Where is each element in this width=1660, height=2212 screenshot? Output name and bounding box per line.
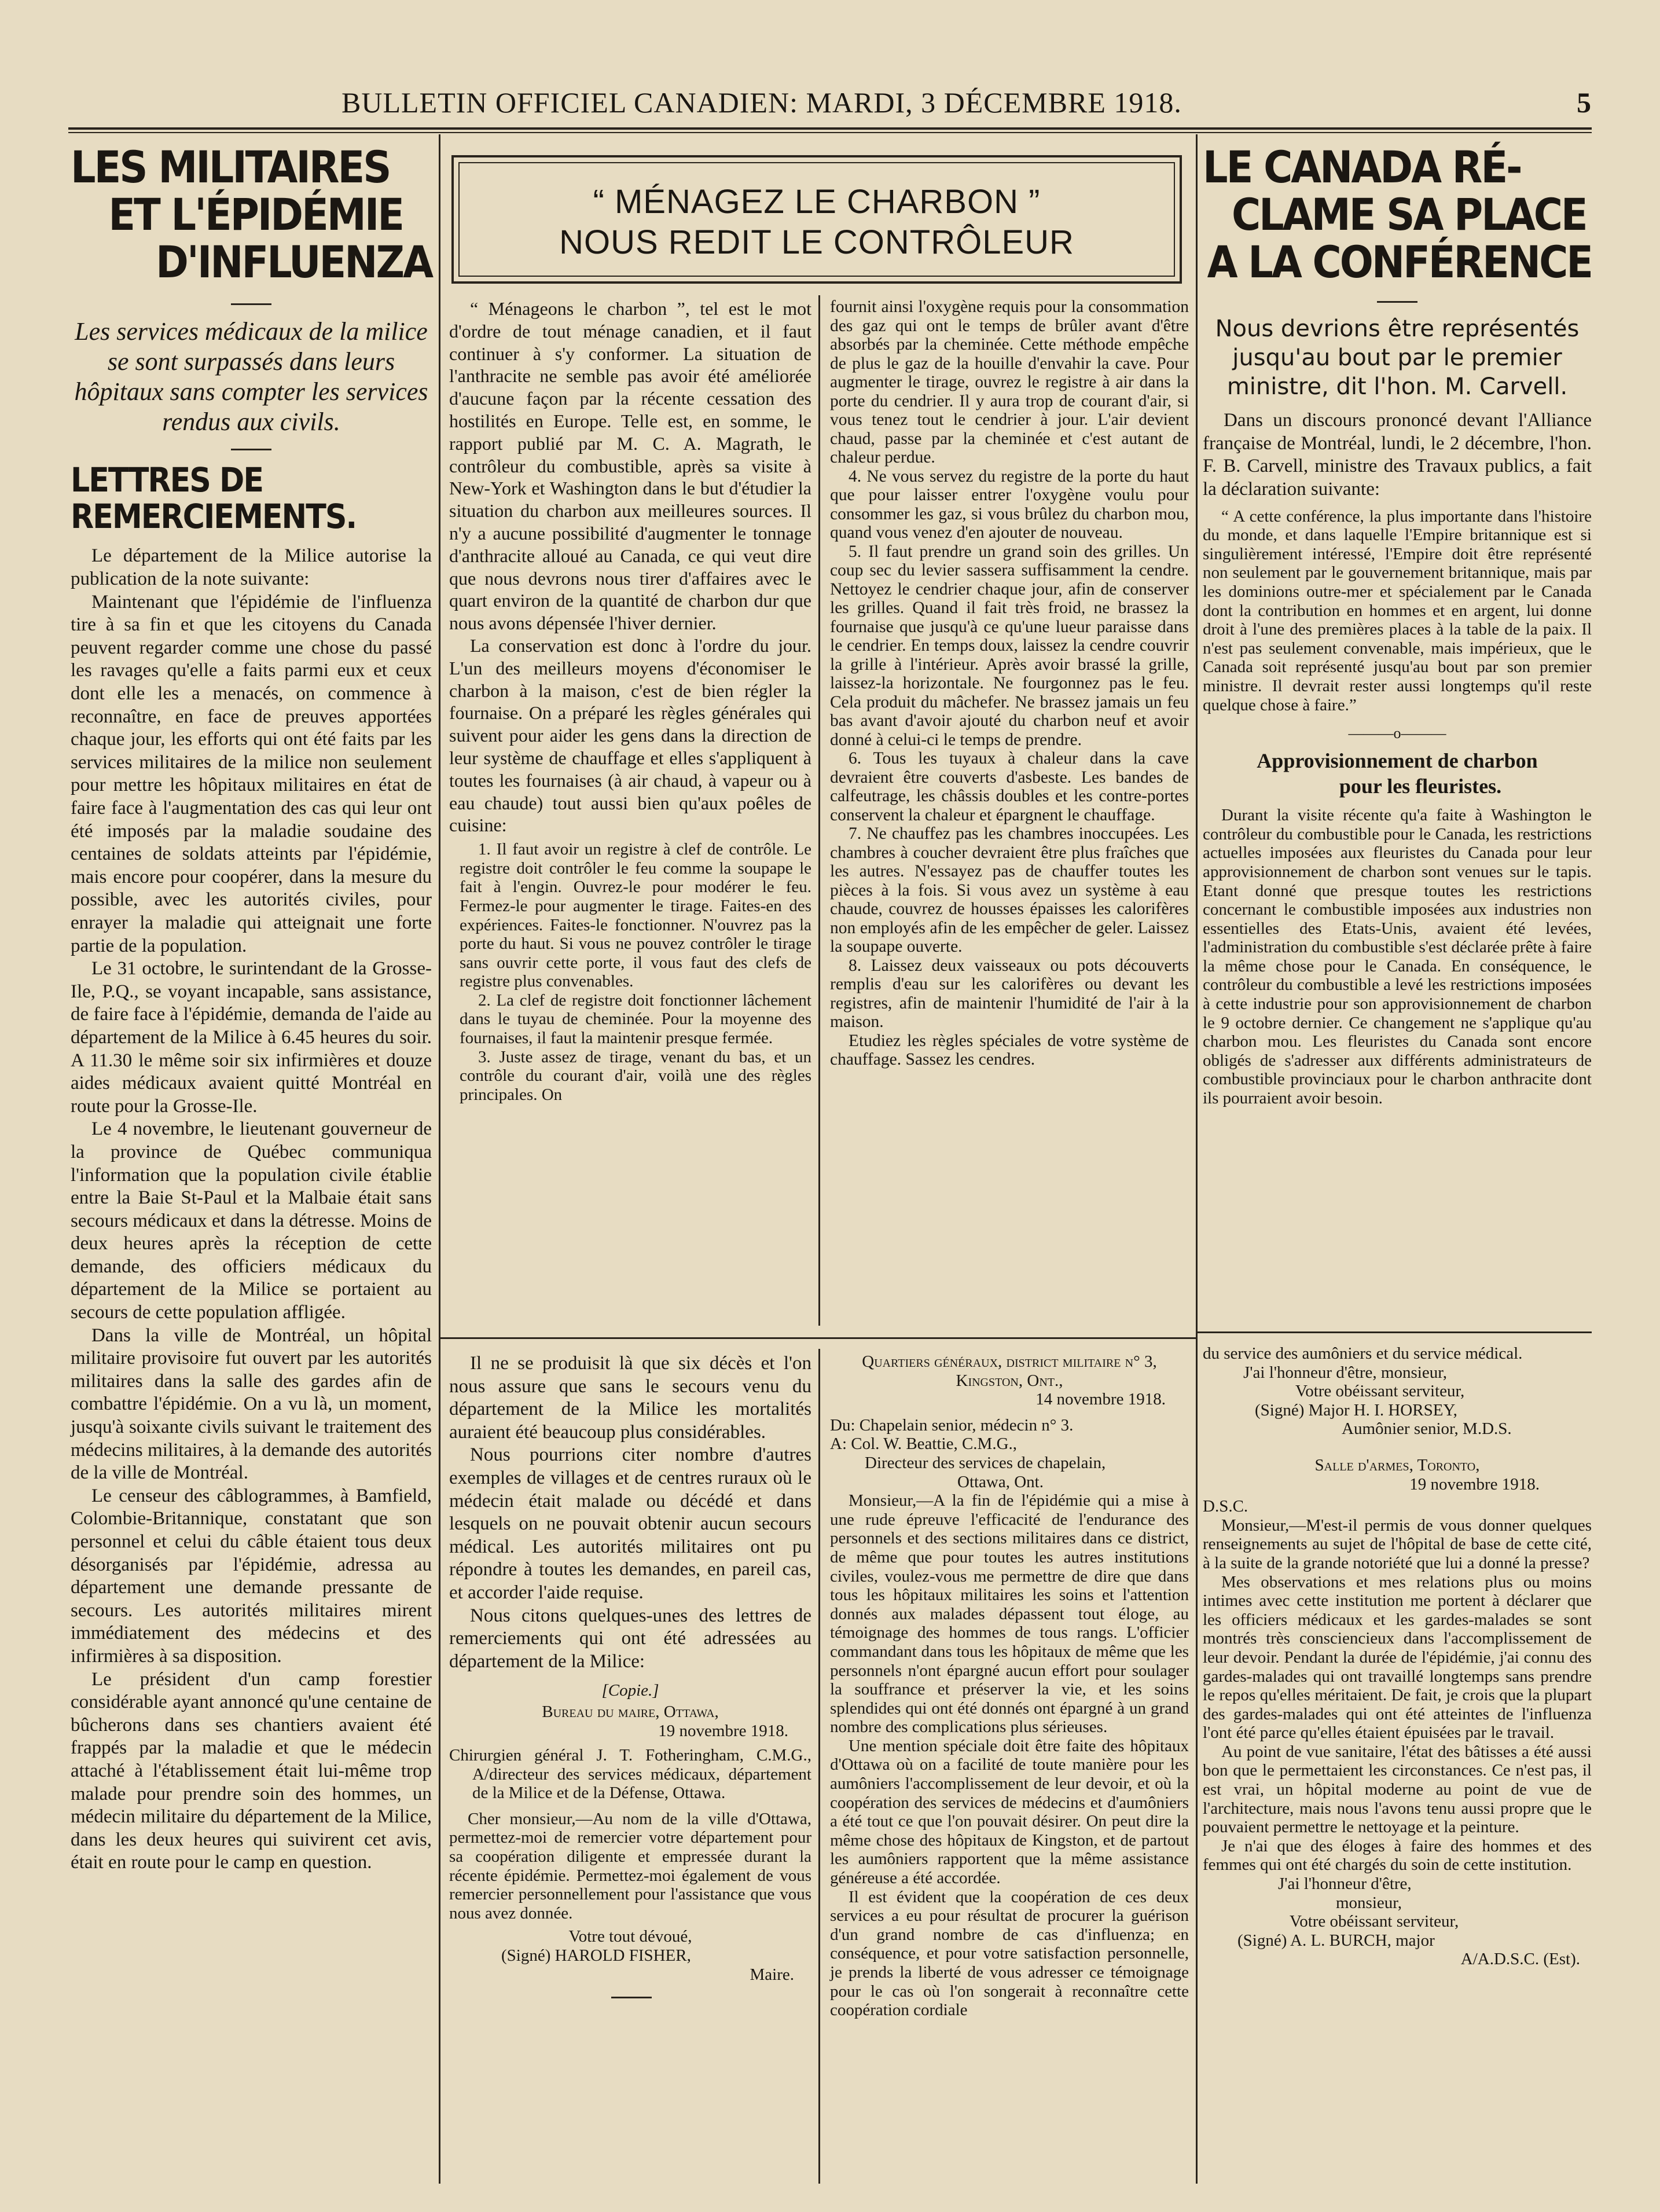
paragraph: Nous pourrions citer nombre d'autres exemples de villages et de centres ruraux où le médecin était malade ou décédé et dans lesquels on ne pouvait obtenir aucun secours médical. Les autorités militaires ont pu répondre à toutes les demandes, en pareil cas, et accorder l'aide requise.	[449, 1444, 811, 1603]
signature: (Signé) Major H. I. HORSEY,	[1255, 1400, 1457, 1419]
column-rule	[1196, 134, 1198, 2184]
rule-item: 6. Tous les tuyaux à chaleur dans la cave devraient être couverts d'asbeste. Les bandes de calfeutrage, les châssis doubles et les contre-portes conservent la chaleur et épargnent le chauffage.	[830, 749, 1189, 824]
paragraph: Monsieur,—M'est-il permis de vous donner quelques renseignements au sujet de l'hôpital de base de cette cité, à la suite de la grande notoriété que lui a donné la presse?	[1203, 1516, 1592, 1572]
letter-closing: Votre tout dévoué,	[568, 1927, 692, 1946]
signature-title: Aumônier senior, M.D.S.	[1342, 1419, 1512, 1439]
headline	[1203, 141, 1592, 288]
rules-list	[449, 840, 811, 1104]
top-rule	[68, 127, 1592, 130]
quote-text: “ A cette conférence, la plus importante dans l'histoire du monde, et dans laquelle l'Empire britannique est si singulièrement intéressé, l'Empire doit être représenté non seulement par le gouvernement britannique, mais par les dominions outre-mer et spécialement par le Canada dont la contribution en hommes et en argent, lui donne droit à l'une des premières places à la table de la paix. Il n'est pas seulement convenable, mais impérieux, que le Canada soit représenté jusqu'au bout par son premier ministre. Il devrait rester aussi longtemps qu'il reste quelque chose à faire.”	[1203, 507, 1592, 714]
paragraph: Le 4 novembre, le lieutenant gouverneur de la province de Québec communiqua l'information que la population civile établie entre la Baie St-Paul et la Malbaie était sans secours médicaux et dans la détresse. Moins de deux heures après la réception de cette demande, des officiers médicaux du département de la Milice se portaient au secours de cette population affligée.	[71, 1118, 432, 1323]
article-body	[449, 298, 811, 837]
rule-item: 4. Ne vous servez du registre de la porte du haut que pour laisser entrer l'oxygène voulu pour consommer les gaz, si vous brûlez du charbon mou, quand vous venez d'en ajouter de nouveau.	[830, 467, 1189, 542]
rules-list	[830, 298, 1189, 1069]
page-number: 5	[1577, 86, 1592, 119]
letter-signature: (Signé) HAROLD FISHER,	[501, 1946, 691, 1965]
honour: J'ai l'honneur d'être, monsieur,	[1243, 1363, 1447, 1382]
rule-item: Etudiez les règles spéciales de votre système de chauffage. Sassez les cendres.	[830, 1031, 1189, 1069]
rule-item: 3. Juste assez de tirage, venant du bas, et un contrôle du courant d'air, voilà une des règles principales. On	[460, 1047, 811, 1104]
paragraph: Le département de la Milice autorise la publication de la note suivante:	[71, 545, 432, 590]
column-rule	[818, 1349, 820, 2184]
paragraph: Monsieur,—A la fin de l'épidémie qui a mise à une rude épreuve l'efficacité de l'endurance des personnels et des sections militaires dans ce district, de même que pour toutes les autres institutions civiles, voulez-vous me permettre de dire que dans tous les hôpitaux militaires les soins et l'attention donnés aux malades dépassent tout éloge, au témoignage des hommes de tous rangs. L'officier commandant dans tous les hôpitaux de même que les personnels n'ont épargné aucun effort pour soulager la souffrance et préserver la vie, et les soins splendides qui ont été donnés ont épargné à un grand nombre des complications plus sérieuses.	[830, 1491, 1189, 1737]
letter-fisher	[449, 1681, 811, 1998]
separator: ———o———	[1348, 725, 1446, 742]
paragraph: Nous citons quelques-unes des lettres de remerciements qui ont été adressées au département de la Milice:	[449, 1605, 811, 1672]
continuation: du service des aumôniers et du service médical.	[1203, 1344, 1523, 1363]
paragraph: Maintenant que l'épidémie de l'influenza tire à sa fin et que les citoyens du Canada peuvent regarder comme une chose du passé les ravages qu'elle a faits parmi eux et ceux dont elle les a menacés, on commence à reconnaître, en face de preuves apportées chaque jour, les efforts qui ont été faits par les services militaires de la milice non seulement pour mettre les hôpitaux militaires en état de faire face à l'augmentation des cas qui leur ont été imposés par la maladie soudaine des centaines de soldats atteints par l'épidémie, mais encore pour coopérer, dans la mesure du possible, avec les autorités civiles, pour enrayer la maladie qui atteignait une forte partie de la population.	[71, 591, 432, 956]
headline-line: ET L'ÉPIDÉMIE	[108, 189, 403, 241]
honour: J'ai l'honneur d'être,	[1278, 1874, 1412, 1894]
title-line: “ MÉNAGEZ LE CHARBON ”	[593, 183, 1041, 221]
subhead-line: pour les fleuristes.	[1339, 775, 1502, 798]
headline-dash	[1377, 301, 1417, 303]
deck-dash	[231, 449, 271, 450]
section-rule	[440, 1337, 1196, 1339]
letter-addressee: Chirurgien général J. T. Fotheringham, C.M.G., A/directeur des services médicaux, département de la Milice et de la Défense, Ottawa.	[449, 1746, 811, 1803]
section-rule	[1197, 1331, 1592, 1333]
paragraph: Dans la ville de Montréal, un hôpital militaire provisoire fut ouvert par les autorités militaires dans la salle des gardes afin de combattre l'épidémie. On a vu là, un moment, jusqu'à soixante civils suivant le traitement des médecins militaires, à la demande des autorités de la ville de Montréal.	[71, 1325, 432, 1484]
headline-dash	[231, 303, 271, 305]
publication-title: BULLETIN OFFICIEL CANADIEN: MARDI, 3 DÉCEMBRE 1918.	[341, 86, 1182, 119]
charbon-title-box	[451, 155, 1182, 284]
letter	[830, 1352, 1189, 2020]
rule-item: 5. Il faut prendre un grand soin des grilles. Un coup sec du levier sassera suffisamment la cendre. Nettoyez le cendrier chaque jour, afin de conserver les grilles. Quand il fait très froid, ne brassez la fournaise que jusqu'à ce qu'une lueur paraisse dans le cendrier. En temps doux, laissez la cendre couvrir la grille à l'intérieur. Après avoir brassé la grille, laissez-la horizontale. Ne fourgonnez pas le feu. Cela produit du mâchefer. Ne brassez jamais un feu bas avant d'avoir ajouté du charbon neuf et avoir donné à celui-ci le temps de prendre.	[830, 542, 1189, 749]
rule-item: fournit ainsi l'oxygène requis pour la consommation des gaz qui ont le temps de brûler avant d'être absorbés par la cheminée. Cette méthode empêche de plus le gaz de la houille d'envahir la cave. Pour augmenter le tirage, ouvrez le registre à air dans la porte du cendrier. Il y aura trop de courant d'air, si vous tenez tout le cendrier à jour. L'air devient chaud, passe par la cheminée et c'est autant de chaleur perdue.	[830, 298, 1189, 467]
article-militaires-continued	[449, 1352, 811, 1998]
letter-horsey	[830, 1352, 1189, 2020]
paragraph: Le président d'un camp forestier considérable ayant annoncé qu'une centaine de bûcherons dans ses chantiers avaient été frappés par la maladie et que le médecin attaché à l'établissement était lui-même trop malade pour prendre soin des hommes, un médecin militaire du département de la Milice, dans les deux heures qui suivirent cet avis, était en route pour le camp en question.	[71, 1668, 432, 1873]
paragraph: Il est évident que la coopération de ces deux services a eu pour résultat de procurer la guérison d'un grand nombre de cas d'influenza; en conséquence, et pour votre satisfaction personnelle, je prends la liberté de vous adresser ce témoignage pour le cas où l'on songerait à reconnaître cette coopération cordiale	[830, 1887, 1189, 2020]
letter-signature-title: Maire.	[750, 1965, 794, 1984]
headline-line: LES MILITAIRES	[71, 141, 390, 193]
quote	[1203, 507, 1592, 715]
headline-line: CLAME SA PLACE	[1232, 189, 1586, 241]
headline	[71, 141, 432, 288]
column-rule	[818, 295, 820, 1326]
deck: Les services médicaux de la milice se sont surpassés dans leurs hôpitaux sans compter les services rendus aux civils.	[74, 317, 428, 436]
rule-item: 8. Laissez deux vaisseaux ou pots découverts remplis d'eau sur les calorifères ou devant les registres, afin de maintenir l'humidité de l'air à la maison.	[830, 956, 1189, 1031]
charbon-title	[458, 162, 1175, 277]
letter-to-title: Directeur des services de chapelain,	[865, 1453, 1106, 1472]
rule-item: 1. Il faut avoir un registre à clef de contrôle. Le registre doit contrôler le feu comme la soupape le fait à l'engin. Ouvrez-le pour modérer le feu. Fermez-le pour augmenter le tirage. Faites-en des expériences. Faites-le fonctionner. N'ouvrez pas la porte du haut. Si vous ne pouvez contrôler le tirage sans ouvrir cette porte, il vous faut des clefs de registre plus convenables.	[460, 840, 811, 991]
paragraph: Le 31 octobre, le surintendant de la Grosse-Ile, P.Q., se voyant incapable, sans assistance, de faire face à l'épidémie, demanda de l'aide au département de la Milice à 6.45 heures du soir. A 11.30 le même soir six infirmières et douze aides médicaux avaient quitté Montréal en route pour la Grosse-Ile.	[71, 958, 432, 1117]
paragraph: Mes observations et mes relations plus ou moins intimes avec cette institution me portent à déclarer que les officiers médicaux et les gardes-malades se sont montrés très consciencieux dans l'accomplissement de leur devoir. Pendant la durée de l'épidémie, j'ai connu des gardes-malades qui ont travaillé longtemps sans prendre le repos qu'elles méritaient. De fait, je crois que la plupart des gardes-malades qui ont été atteintes de l'influenza l'ont été parce qu'elles étaient épuisées par le travail.	[1203, 1572, 1592, 1743]
dsc: D.S.C.	[1203, 1497, 1248, 1516]
article-body	[71, 545, 432, 1874]
subhead-line: Approvisionnement de charbon	[1257, 749, 1538, 773]
paragraph: Je n'ai que des éloges à faire des hommes et des femmes qui ont été chargés du soin de cette institution.	[1203, 1836, 1592, 1874]
rule-item: 2. La clef de registre doit fonctionner lâchement dans le tuyau de cheminée. Pour la moyenne des fournaises, il faut la maintenir presque fermée.	[460, 991, 811, 1048]
headline-line: D'INFLUENZA	[156, 236, 432, 288]
title-line: NOUS REDIT LE CONTRÔLEUR	[559, 223, 1074, 261]
running-head	[69, 86, 1592, 126]
paragraph: Dans un discours prononcé devant l'Alliance française de Montréal, lundi, le 2 décembre, l'hon. F. B. Carvell, ministre des Travaux publics, a fait la déclaration suivante:	[1203, 410, 1592, 500]
subhead	[1203, 748, 1592, 799]
article-charbon-col-b	[830, 298, 1189, 1069]
paragraph: Il ne se produisit là que six décès et l'on nous assure que sans le secours venu du département de la Milice les mortalités auraient été beaucoup plus considérables.	[449, 1353, 811, 1443]
letterhead: Salle d'armes, Toronto,	[1314, 1455, 1480, 1474]
letter-to-place: Ottawa, Ont.	[957, 1472, 1044, 1491]
column-rule	[439, 134, 440, 2184]
article-militaires	[71, 141, 432, 1874]
article-body	[1203, 806, 1592, 1108]
letter-horsey-end	[1203, 1344, 1592, 1439]
letter-date: 19 novembre 1918.	[1409, 1474, 1540, 1494]
paragraph: “ Ménageons le charbon ”, tel est le mot d'ordre de tout ménage canadien, et il faut continuer à s'y conformer. La situation de l'anthracite ne semble pas avoir été améliorée d'aucune façon par la récente cessation des hostilités en Europe. Telle est, en somme, le rapport publié par M. C. A. Magrath, le contrôleur du combustible, après sa visite à New-York et Washington dans le but d'étudier la situation du charbon aux meilleures sources. Il n'y a aucune possibilité d'augmenter le tonnage d'anthracite alloué au Canada, ce qui veut dire que nous devrons nous tirer d'affaires avec le quart environ de la quantité de charbon dur que nous avons dépensée l'hiver dernier.	[449, 298, 811, 634]
article-canada	[1203, 141, 1592, 1108]
article-body	[449, 1352, 811, 1673]
paragraph: Une mention spéciale doit être faite des hôpitaux d'Ottawa où on a facilité de toute manière pour les aumôniers l'accomplissement de leur devoir, et où la coopération des services de médecins et d'aumôniers a été tout ce que l'on pouvait désirer. On peut dire la même chose des hôpitaux de Kingston, et de partout les aumôniers rapportent que la même assistance généreuse a été accordée.	[830, 1736, 1189, 1888]
letters-col4	[1203, 1344, 1592, 1969]
headline-line: A LA CONFÉRENCE	[1207, 236, 1592, 288]
letter-date: 19 novembre 1918.	[658, 1721, 788, 1740]
rule-item: 7. Ne chauffez pas les chambres inoccupées. Les chambres à coucher devraient être plus fraîches que les autres. N'essayez pas de chauffer toutes les pièces à la fois. Si vous avez un système à eau chaude, couvrez de housses épaisses les calorifères non employés afin de les empêcher de geler. Laissez la soupape ouverte.	[830, 824, 1189, 956]
letter-from: Du: Chapelain senior, médecin n° 3.	[830, 1415, 1074, 1435]
top-rule-thin	[68, 132, 1592, 133]
article-charbon-col-a	[449, 298, 811, 1104]
letter-date: 14 novembre 1918.	[1035, 1390, 1166, 1409]
copie-label: [Copie.]	[601, 1681, 659, 1700]
subhead: LETTRES DE REMERCIEMENTS.	[71, 460, 357, 536]
signature-title: A/A.D.S.C. (Est).	[1460, 1950, 1580, 1969]
salutation: monsieur,	[1336, 1893, 1402, 1912]
letter-body: Cher monsieur,—Au nom de la ville d'Ottawa, permettez-moi de remercier votre département pour sa coopération diligente et empressée durant la récente épidémie. Permettez-moi également de vous remercier personnellement pour l'assistance que vous nous avez donnée.	[449, 1809, 811, 1923]
letterhead: Quartiers généraux, district militaire n° 3, Kingston, Ont.,	[862, 1352, 1157, 1390]
closing: Votre obéissant serviteur,	[1290, 1912, 1459, 1931]
signature: (Signé) A. L. BURCH, major	[1237, 1931, 1435, 1950]
letter-burch	[1203, 1456, 1592, 1969]
paragraph: Le censeur des câblogrammes, à Bamfield, Colombie-Britannique, constatant que son personnel et celui du câble étaient tous deux désorganisés par l'épidémie, adressa au département une demande pressante de secours. Les autorités militaires mirent immédiatement des médecins et des infirmières à sa disposition.	[71, 1485, 432, 1667]
deck: Nous devrions être représentés jusqu'au bout par le premier ministre, dit l'hon. M. Carvell.	[1215, 316, 1580, 401]
closing: Votre obéissant serviteur,	[1295, 1382, 1465, 1401]
letter-from: Bureau du maire, Ottawa,	[542, 1702, 719, 1721]
end-dash	[611, 1997, 652, 1998]
article-body	[1203, 409, 1592, 501]
headline-line: LE CANADA RÉ-	[1203, 141, 1521, 193]
paragraph: Durant la visite récente qu'a faite à Washington le contrôleur du combustible pour le Canada, les restrictions actuelles imposées aux fleuristes du Canada pour leur approvisionnement de charbon sont venues sur le tapis. Etant donné que presque toutes les restrictions concernant le combustible imposées aux industries non essentielles des Etats-Unis, avaient été levées, l'administration du combustible s'est déclarée prête à faire la même chose pour le Canada. En conséquence, le contrôleur du combustible a levé les restrictions imposées à cette industrie pour son approvisionnement de charbon le 9 octobre dernier. Ce changement ne s'applique qu'au charbon mou. Les fleuristes du Canada sont encore obligés de s'adresser aux différents administrateurs de combustible provinciaux pour le charbon anthracite dont ils pourraient avoir besoin.	[1203, 806, 1592, 1108]
paragraph: Au point de vue sanitaire, l'état des bâtisses a été aussi bon que le permettaient les circonstances. Ce n'est pas, il est vrai, un hôpital moderne au point de vue de l'architecture, mais nous l'avons tenu aussi propre que le pouvaient permettre le nettoyage et la peinture.	[1203, 1742, 1592, 1837]
paragraph: La conservation est donc à l'ordre du jour. L'un des meilleurs moyens d'économiser le charbon à la maison, c'est de bien régler la fournaise. On a préparé les règles générales qui suivent pour aider les gens dans la direction de leur système de chauffage et elles s'appliquent à toutes les fournaises (à air chaud, à vapeur ou à eau chaude) tout aussi bien qu'aux poêles de cuisine:	[449, 634, 811, 836]
letter-to: A: Col. W. Beattie, C.M.G.,	[830, 1435, 1018, 1454]
